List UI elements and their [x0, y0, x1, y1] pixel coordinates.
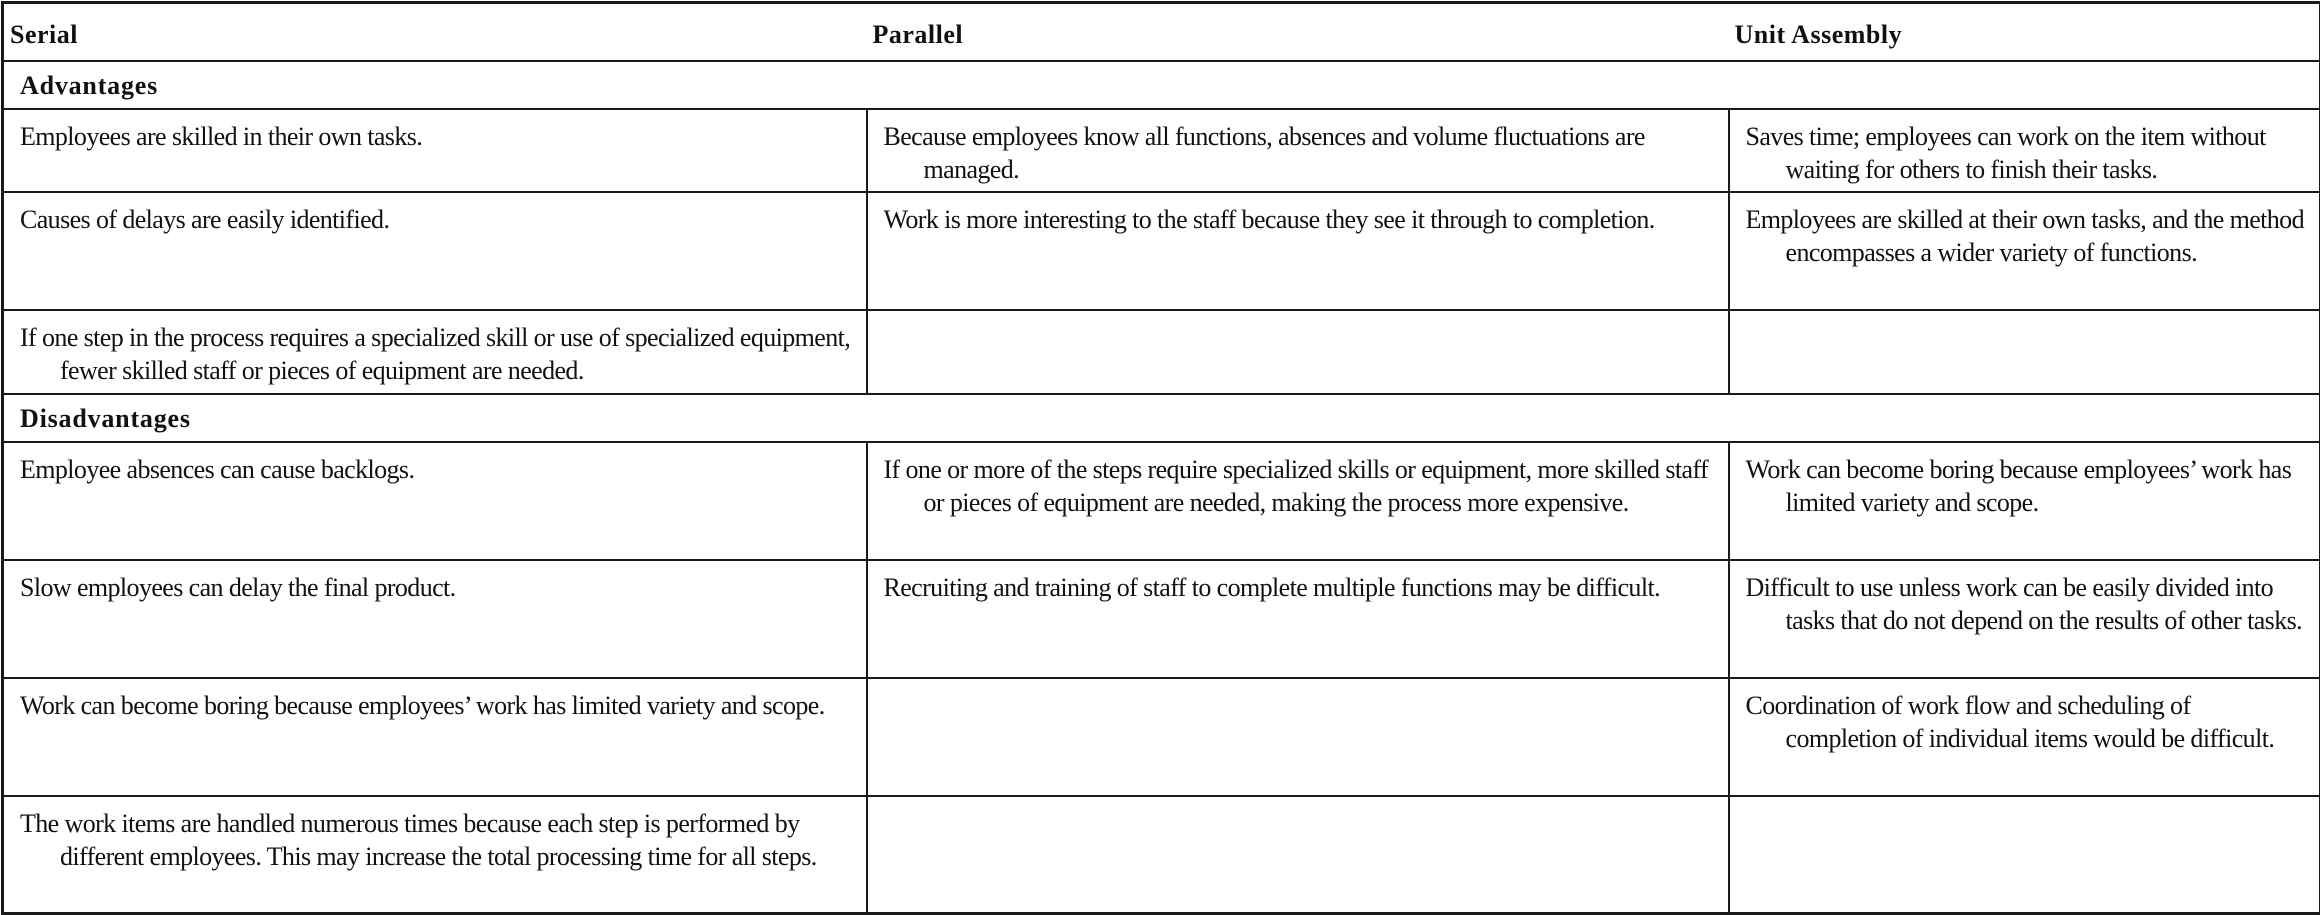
- table-cell: [1729, 678, 2320, 796]
- cell-text: Employees are skilled at their own tasks, and the method encompasses a wider variety of functions.: [1746, 203, 2308, 269]
- table-row: [3, 560, 2320, 678]
- table-cell: [867, 109, 1729, 192]
- cell-text: If one or more of the steps require specialized skills or equipment, more skilled staff or pieces of equipment are needed, making the process more expensive.: [884, 453, 1716, 519]
- table-cell: [1729, 310, 2320, 394]
- table-row: [3, 442, 2320, 560]
- table-cell: [867, 560, 1729, 678]
- table-cell: [3, 442, 867, 560]
- cell-text: The work items are handled numerous times because each step is performed by different employees. This may increase the total processing time for all steps.: [20, 807, 854, 873]
- column-header-parallel: Parallel: [867, 3, 1729, 61]
- section-label-disadvantages: Disadvantages: [3, 394, 2320, 442]
- cell-text: Work can become boring because employees’ work has limited variety and scope.: [1746, 453, 2308, 519]
- section-row-advantages: [3, 61, 2320, 109]
- cell-text: Employee absences can cause backlogs.: [20, 453, 854, 486]
- table-cell: [3, 192, 867, 310]
- table-cell: [867, 796, 1729, 914]
- cell-text: Saves time; employees can work on the item without waiting for others to finish their tasks.: [1746, 120, 2308, 186]
- table-cell: [867, 442, 1729, 560]
- comparison-table: [1, 1, 2320, 915]
- header-row: [3, 3, 2320, 61]
- cell-text: If one step in the process requires a specialized skill or use of specialized equipment, fewer skilled staff or pieces of equipment are needed.: [20, 321, 854, 387]
- table-row: [3, 109, 2320, 192]
- section-row-disadvantages: [3, 394, 2320, 442]
- cell-text: Employees are skilled in their own tasks.: [20, 120, 854, 153]
- table-cell: [1729, 796, 2320, 914]
- table-cell: [3, 109, 867, 192]
- table-cell: [3, 678, 867, 796]
- table-cell: [867, 678, 1729, 796]
- cell-text: Work can become boring because employees’ work has limited variety and scope.: [20, 689, 854, 722]
- cell-text: Work is more interesting to the staff because they see it through to completion.: [884, 203, 1716, 236]
- table-cell: [867, 192, 1729, 310]
- table-cell: [1729, 560, 2320, 678]
- cell-text: Because employees know all functions, absences and volume fluctuations are managed.: [884, 120, 1716, 186]
- cell-text: Causes of delays are easily identified.: [20, 203, 854, 236]
- table-cell: [3, 796, 867, 914]
- table-cell: [1729, 192, 2320, 310]
- cell-text: Coordination of work flow and scheduling of completion of individual items would be difficult.: [1746, 689, 2308, 755]
- section-label-advantages: Advantages: [3, 61, 2320, 109]
- table-cell: [3, 310, 867, 394]
- table-row: [3, 192, 2320, 310]
- table-cell: [1729, 442, 2320, 560]
- table-cell: [867, 310, 1729, 394]
- cell-text: Slow employees can delay the final product.: [20, 571, 854, 604]
- cell-text: Recruiting and training of staff to complete multiple functions may be difficult.: [884, 571, 1716, 604]
- column-header-unit-assembly: Unit Assembly: [1729, 3, 2320, 61]
- column-header-serial: Serial: [3, 3, 867, 61]
- table-cell: [1729, 109, 2320, 192]
- table-row: [3, 796, 2320, 914]
- table-row: [3, 678, 2320, 796]
- table-cell: [3, 560, 867, 678]
- cell-text: Difficult to use unless work can be easily divided into tasks that do not depend on the results of other tasks.: [1746, 571, 2308, 637]
- table-row: [3, 310, 2320, 394]
